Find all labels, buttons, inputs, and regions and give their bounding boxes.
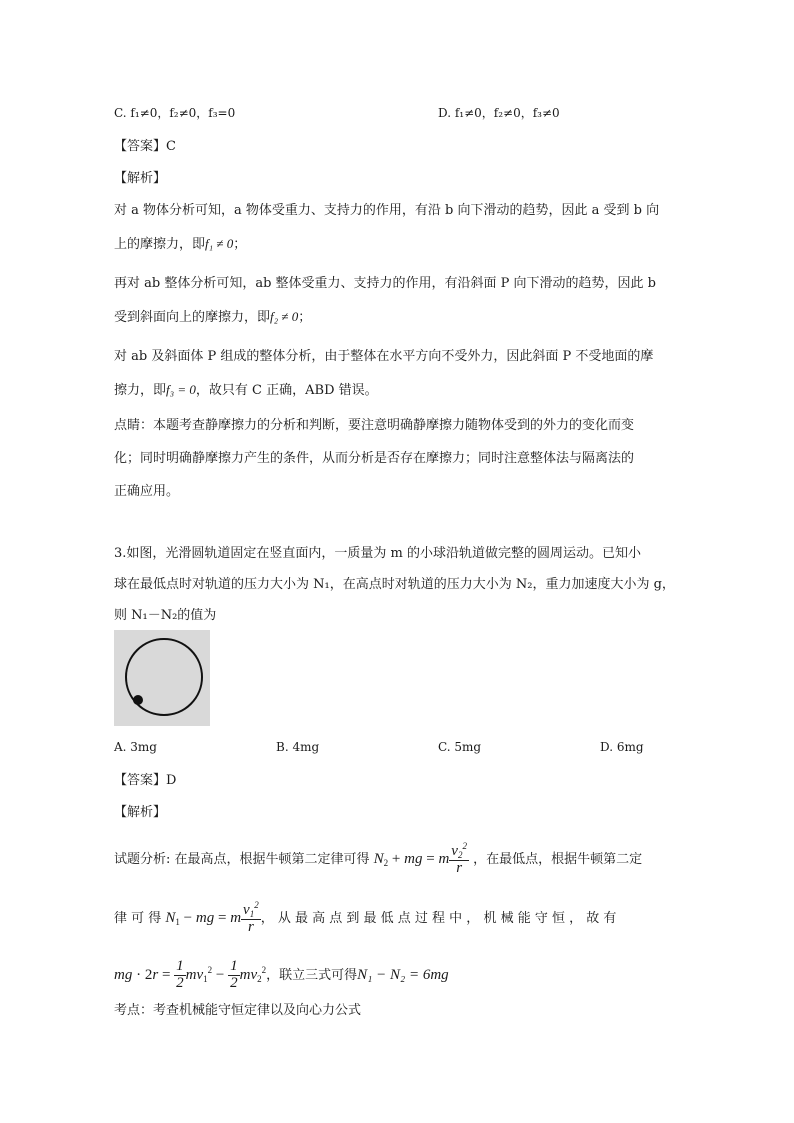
- text: ；: [298, 310, 312, 325]
- formula: f₁ ≠ 0: [205, 236, 234, 251]
- analysis-paragraph: 对 ab 及斜面体 P 组成的整体分析，由于整体在水平方向不受外力，因此斜面 P 不受地面的摩: [114, 349, 654, 364]
- energy-equation: mg · 2r = $\frac{1}{2}$ $mv_1^2$ − $\frac{1}{2}$ $mv_2^2$: [114, 958, 267, 992]
- ball: [133, 695, 143, 705]
- text: 受到斜面向上的摩擦力，即: [114, 310, 271, 325]
- option-b: B. 4mg: [276, 740, 320, 754]
- text: ， 从 最 高 点 到 最 低 点 过 程 中 ， 机 械 能 守 恒 ， 故 有: [260, 911, 617, 927]
- formula: f₂ ≠ 0: [270, 309, 299, 324]
- comment: 化；同时明确静摩擦力产生的条件，从而分析是否存在摩擦力；同时注意整体法与隔离法的: [114, 451, 635, 466]
- answer-label: 【答案】C: [114, 139, 176, 154]
- equation-bottom: $N_1$ − mg = m $\frac{v_1^2}{r}$: [165, 900, 259, 936]
- comment: 正确应用。: [114, 484, 180, 499]
- text: ，故只有 C 正确，ABD 错误。: [195, 383, 378, 398]
- option-d: D. 6mg: [600, 740, 644, 754]
- option-c: C. f₁≠0，f₂≠0，f₃=0: [114, 106, 236, 120]
- text: 律 可 得: [114, 911, 162, 927]
- analysis-paragraph: [114, 379, 378, 398]
- question-stem: 3.如图，光滑圆轨道固定在竖直面内，一质量为 m 的小球沿轨道做完整的圆周运动。已知小: [114, 546, 641, 561]
- circular-track-figure: [114, 630, 210, 726]
- option-d: D. f₁≠0，f₂≠0，f₃≠0: [438, 106, 560, 120]
- analysis-paragraph: [114, 842, 642, 880]
- question-stem: 则 N₁－N₂的值为: [114, 608, 217, 623]
- question-stem: 球在最低点时对轨道的压力大小为 N₁，在高点时对轨道的压力大小为 N₂，重力加速度大小为 g，: [114, 577, 675, 592]
- analysis-header: 【解析】: [114, 171, 167, 186]
- text: 擦力，即: [114, 383, 167, 398]
- analysis-paragraph: [114, 233, 246, 252]
- analysis-paragraph: 对 a 物体分析可知，a 物体受重力、支持力的作用，有沿 b 向下滑动的趋势，因此 a 受到 b 向: [114, 203, 660, 218]
- option-a: A. 3mg: [114, 740, 157, 754]
- analysis-paragraph: [114, 953, 449, 996]
- analysis-header: 【解析】: [114, 805, 167, 820]
- analysis-paragraph: 再对 ab 整体分析可知，ab 整体受重力、支持力的作用，有沿斜面 P 向下滑动的趋势，因此 b: [114, 276, 657, 291]
- analysis-paragraph: [114, 901, 616, 939]
- text: 上的摩擦力，即: [114, 237, 206, 252]
- answer-label: 【答案】D: [114, 773, 177, 788]
- formula: f₃ = 0: [166, 382, 196, 397]
- analysis-paragraph: [114, 306, 311, 325]
- equation-top: $N_2$ + mg = m $\frac{v_2^2}{r}$: [373, 841, 467, 877]
- option-c: C. 5mg: [438, 740, 482, 754]
- result-equation: N₁ − N₂ = 6mg: [357, 967, 449, 983]
- text: ，在最低点，根据牛顿第二定: [473, 852, 643, 868]
- kaodian: 考点：考查机械能守恒定律以及向心力公式: [114, 1003, 362, 1018]
- text: ，联立三式可得: [266, 968, 358, 983]
- track-diagram: [114, 630, 210, 726]
- comment: 点睛：本题考查静摩擦力的分析和判断，要注意明确静摩擦力随物体受到的外力的变化而变: [114, 418, 635, 433]
- text: ；: [233, 237, 247, 252]
- text: 试题分析: 在最高点，根据牛顿第二定律可得: [114, 852, 370, 868]
